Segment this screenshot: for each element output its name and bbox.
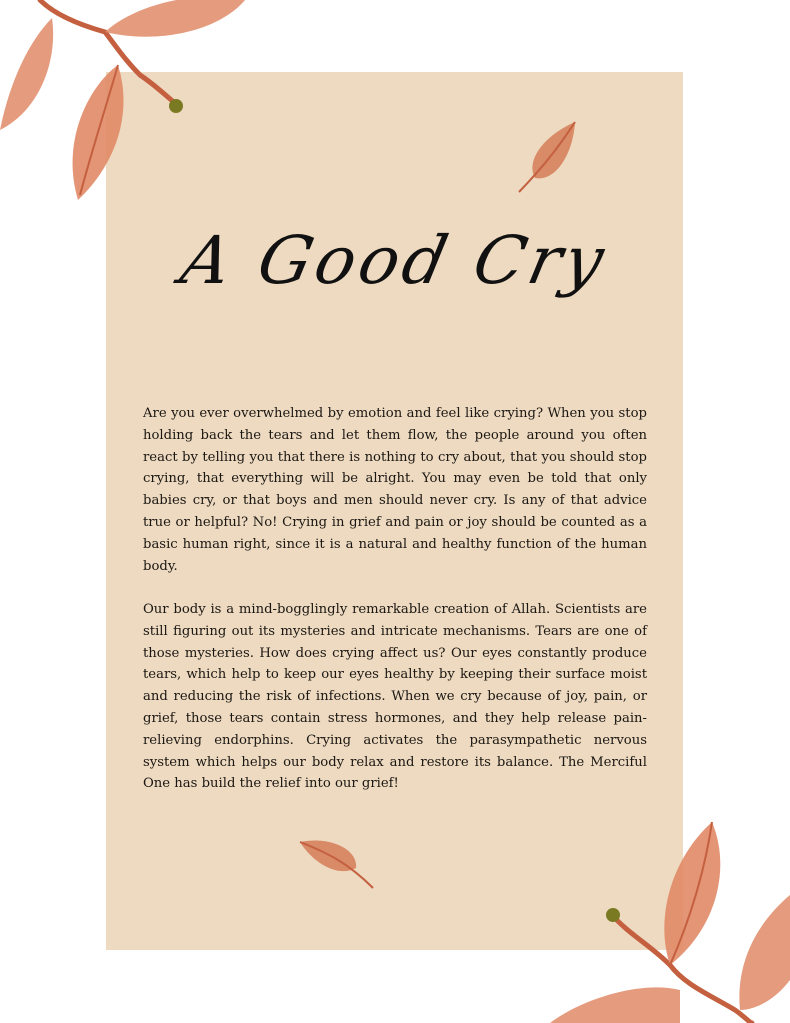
leaf-branch-bottom-right-icon bbox=[540, 810, 790, 1023]
paragraph-1: Are you ever overwhelmed by emotion and feel like crying? When you stop holding back the tears and let them flow, the people around you often react by telling you that there is nothing to cry about, that you should stop crying, that everything will be alright. You may even be told that only babies cry, or that boys and men should never cry. Is any of that advice true or helpful? No! Crying in grief and pain or joy should be counted as a basic human right, since it is a natural and healthy function of the human body. bbox=[143, 406, 647, 574]
leaf-branch-top-left-icon bbox=[0, 0, 250, 210]
small-leaf-bottom-icon bbox=[298, 838, 378, 893]
paragraph-2: Our body is a mind-bogglingly remarkable creation of Allah. Scientists are still figuring out its mysteries and intricate mechanisms. Tears are one of those mysteries. How does crying affect us? Our eyes constantly produce tears, which help to keep our eyes healthy by keeping their surface moist and reducing the risk of infections. When we cry because of joy, pain, or grief, those tears contain stress hormones, and they help release pain-relieving endorphins. Crying activates the parasympathetic nervous system which helps our body relax and restore its balance. The Merciful One has build the relief into our grief! bbox=[143, 602, 647, 792]
page-title: A Good Cry bbox=[174, 222, 615, 299]
small-leaf-top-icon bbox=[515, 120, 580, 200]
